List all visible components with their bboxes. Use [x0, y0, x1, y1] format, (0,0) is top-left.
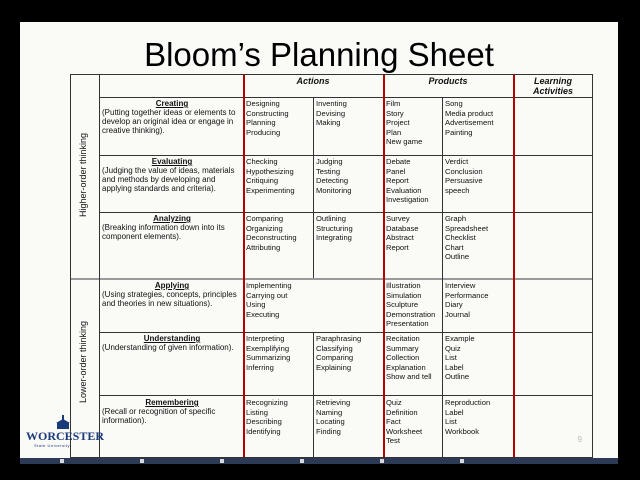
- products-cell: Interview Performance Diary Journal: [445, 281, 489, 319]
- actions-cell: Designing Constructing Planning Producing: [246, 99, 289, 137]
- level-understanding: [102, 334, 242, 352]
- row-divider: [99, 155, 592, 156]
- level-description: (Putting together ideas or elements to develop an original idea or engage in creative thinking).: [102, 108, 236, 135]
- level-name: Understanding: [143, 334, 201, 343]
- slide: [20, 22, 618, 458]
- products-cell: Debate Panel Report Evaluation Investigation: [386, 157, 429, 205]
- logo-subtext: State University: [34, 443, 71, 448]
- header-actions: Actions: [296, 76, 330, 86]
- taskbar-strip: [20, 458, 618, 464]
- level-name: Creating: [155, 99, 189, 108]
- products-cell: Recitation Summary Collection Explanation Show and tell: [386, 334, 432, 382]
- group-label-higher: Higher-order thinking: [78, 132, 88, 218]
- level-name: Applying: [154, 281, 190, 290]
- col-divider: [313, 332, 314, 457]
- header-learning-activities: Learning Activities: [532, 76, 574, 96]
- group-label-lower: Lower-order thinking: [78, 320, 88, 404]
- page-number: 9: [577, 435, 582, 444]
- actions-cell: Paraphrasing Classifying Comparing Explaining: [316, 334, 362, 372]
- level-name: Evaluating: [151, 157, 193, 166]
- products-cell: Verdict Conclusion Persuasive speech: [445, 157, 483, 195]
- col-divider-red: [243, 75, 245, 457]
- level-creating: [102, 99, 242, 135]
- planning-table: [70, 74, 593, 458]
- level-remembering: [102, 398, 242, 425]
- col-divider: [442, 97, 443, 457]
- level-evaluating: [102, 157, 242, 193]
- row-divider: [99, 395, 592, 396]
- level-name: Analyzing: [153, 214, 191, 223]
- products-cell: Example Quiz List Label Outline: [445, 334, 475, 382]
- building-icon: [56, 414, 70, 430]
- university-logo: [26, 414, 105, 456]
- actions-cell: Recognizing Listing Describing Identifying: [246, 398, 288, 436]
- products-cell: Film Story Project Plan New game: [386, 99, 423, 147]
- actions-cell: Implementing Carrying out Using Executing: [246, 281, 292, 319]
- level-applying: [102, 281, 242, 308]
- actions-cell: Judging Testing Detecting Monitoring: [316, 157, 352, 195]
- level-name: Remembering: [145, 398, 199, 407]
- header-products: Products: [428, 76, 468, 86]
- col-divider-red: [383, 75, 385, 457]
- col-divider-red: [513, 75, 515, 457]
- slide-title: Bloom’s Planning Sheet: [144, 36, 494, 73]
- products-cell: Quiz Definition Fact Worksheet Test: [386, 398, 423, 446]
- products-cell: Song Media product Advertisement Painting: [445, 99, 494, 137]
- level-description: (Recall or recognition of specific information).: [102, 407, 216, 425]
- level-description: (Understanding of given information).: [102, 343, 234, 352]
- products-cell: Illustration Simulation Sculpture Demonstration Presentation: [386, 281, 436, 329]
- level-description: (Using strategies, concepts, principles and theories in new situations).: [102, 290, 237, 308]
- actions-cell: Comparing Organizing Deconstructing Attributing: [246, 214, 297, 252]
- row-divider: [99, 332, 592, 333]
- level-analyzing: [102, 214, 242, 241]
- actions-cell: Outlining Structuring Integrating: [316, 214, 353, 243]
- level-description: (Breaking information down into its component elements).: [102, 223, 225, 241]
- col-divider: [313, 97, 314, 278]
- actions-cell: Interpreting Exemplifying Summarizing Inferring: [246, 334, 291, 372]
- row-divider: [99, 212, 592, 213]
- row-divider: [99, 97, 592, 98]
- actions-cell: Retrieving Naming Locating Finding: [316, 398, 351, 436]
- level-description: (Judging the value of ideas, materials and methods by developing and applying standards and criteria).: [102, 166, 235, 193]
- actions-cell: Inventing Devising Making: [316, 99, 347, 128]
- products-cell: Reproduction Label List Workbook: [445, 398, 491, 436]
- products-cell: Survey Database Abstract Report: [386, 214, 419, 252]
- col-divider: [99, 75, 100, 457]
- logo-text: WORCESTER: [26, 429, 105, 443]
- actions-cell: Checking Hypothesizing Critiquing Experimenting: [246, 157, 295, 195]
- products-cell: Graph Spreadsheet Checklist Chart Outline: [445, 214, 489, 262]
